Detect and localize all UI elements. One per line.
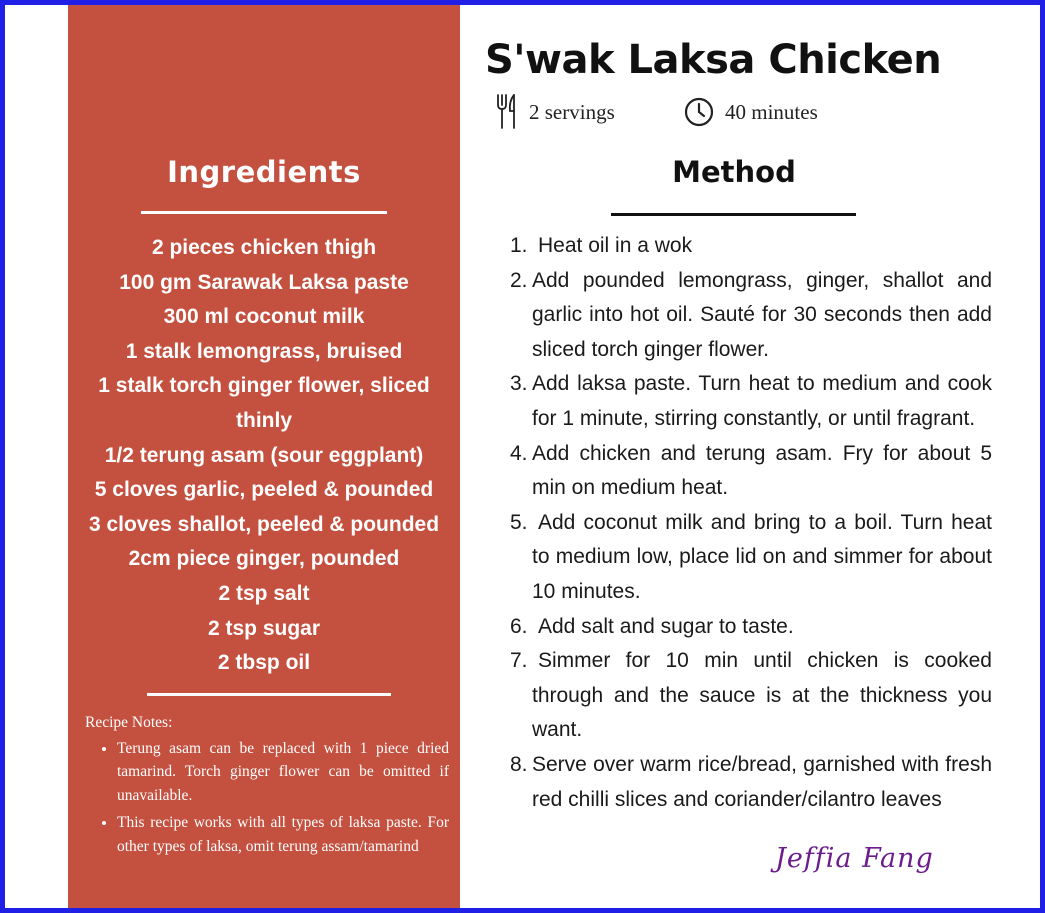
ingredients-panel xyxy=(68,5,460,913)
ingredients-list xyxy=(86,231,442,681)
step-number: 1. xyxy=(510,234,528,257)
recipe-note-item: • This recipe works with all types of laksa paste. For other types of laksa, omit terung assam/tamarind xyxy=(117,811,449,858)
ingredient-item: 2 tbsp oil xyxy=(217,651,311,675)
ingredient-item: 100 gm Sarawak Laksa paste xyxy=(119,270,409,294)
ingredient-item: 2cm piece ginger, pounded xyxy=(128,547,400,571)
ingredient-item: 2 pieces chicken thigh xyxy=(151,236,377,259)
step-text: Add pounded lemongrass, ginger, shallot and garlic into hot oil. Sauté for 30 seconds then add sliced torch ginger flower. xyxy=(532,268,992,361)
method-step xyxy=(510,506,992,610)
ingredient-item: 1/2 terung asam (sour eggplant) xyxy=(104,443,424,467)
ingredients-bottom-divider xyxy=(147,693,391,696)
step-number: 8. xyxy=(510,752,528,776)
step-text: Serve over warm rice/bread, garnished with fresh red chilli slices and coriander/cilantro leaves xyxy=(532,752,992,811)
ingredients-top-divider xyxy=(141,211,387,214)
ingredient-item: 1 stalk lemongrass, bruised xyxy=(125,339,403,363)
ingredient-item: 2 tsp salt xyxy=(218,581,310,605)
servings-text: 2 servings xyxy=(529,99,615,124)
method-step xyxy=(510,644,992,748)
recipe-notes-list xyxy=(85,737,449,859)
method-step xyxy=(510,437,992,506)
ingredient-item: 2 tsp sugar xyxy=(207,616,321,640)
servings-meta xyxy=(495,92,615,132)
recipe-notes-heading: Recipe Notes: xyxy=(85,714,173,731)
method-step xyxy=(510,748,992,817)
method-step xyxy=(510,264,992,368)
method-step xyxy=(510,229,992,264)
step-number: 2. xyxy=(510,268,528,292)
recipe-note-item: • Terung asam can be replaced with 1 piece dried tamarind. Torch ginger flower can be omitted if unavailable. xyxy=(117,737,449,808)
time-meta xyxy=(683,92,818,132)
method-list xyxy=(510,229,992,817)
author-signature: Jeffia Fang xyxy=(775,843,934,874)
step-text: Add chicken and terung asam. Fry for about 5 min on medium heat. xyxy=(532,441,992,500)
step-text: Add salt and sugar to taste. xyxy=(538,614,794,638)
step-text: Add laksa paste. Turn heat to medium and cook for 1 minute, stirring constantly, or until fragrant. xyxy=(532,372,992,430)
method-divider xyxy=(611,213,856,216)
ingredient-item: 3 cloves shallot, peeled & pounded xyxy=(88,512,440,536)
clock-icon xyxy=(683,96,715,128)
step-number: 4. xyxy=(510,441,528,465)
ingredient-item: 300 ml coconut milk xyxy=(163,305,365,329)
method-step xyxy=(510,610,992,645)
recipe-title: S'wak Laksa Chicken xyxy=(485,37,942,83)
ingredient-item: 1 stalk torch ginger flower, sliced thinly xyxy=(98,374,430,432)
step-number: 7. xyxy=(510,649,528,673)
recipe-notes xyxy=(85,711,449,862)
ingredients-heading: Ingredients xyxy=(167,155,361,189)
step-number: 3. xyxy=(510,372,528,396)
method-heading: Method xyxy=(672,155,796,189)
step-text: Heat oil in a wok xyxy=(538,234,693,257)
step-text: Simmer for 10 min until chicken is cooked through and the sauce is at the thickness you want. xyxy=(532,649,992,742)
step-number: 5. xyxy=(510,510,528,534)
time-text: 40 minutes xyxy=(725,99,818,124)
method-step xyxy=(510,367,992,436)
fork-knife-icon xyxy=(495,93,519,131)
ingredient-item: 5 cloves garlic, peeled & pounded xyxy=(94,478,434,502)
step-number: 6. xyxy=(510,614,528,638)
step-text: Add coconut milk and bring to a boil. Turn heat to medium low, place lid on and simmer for about 10 minutes. xyxy=(532,510,992,603)
